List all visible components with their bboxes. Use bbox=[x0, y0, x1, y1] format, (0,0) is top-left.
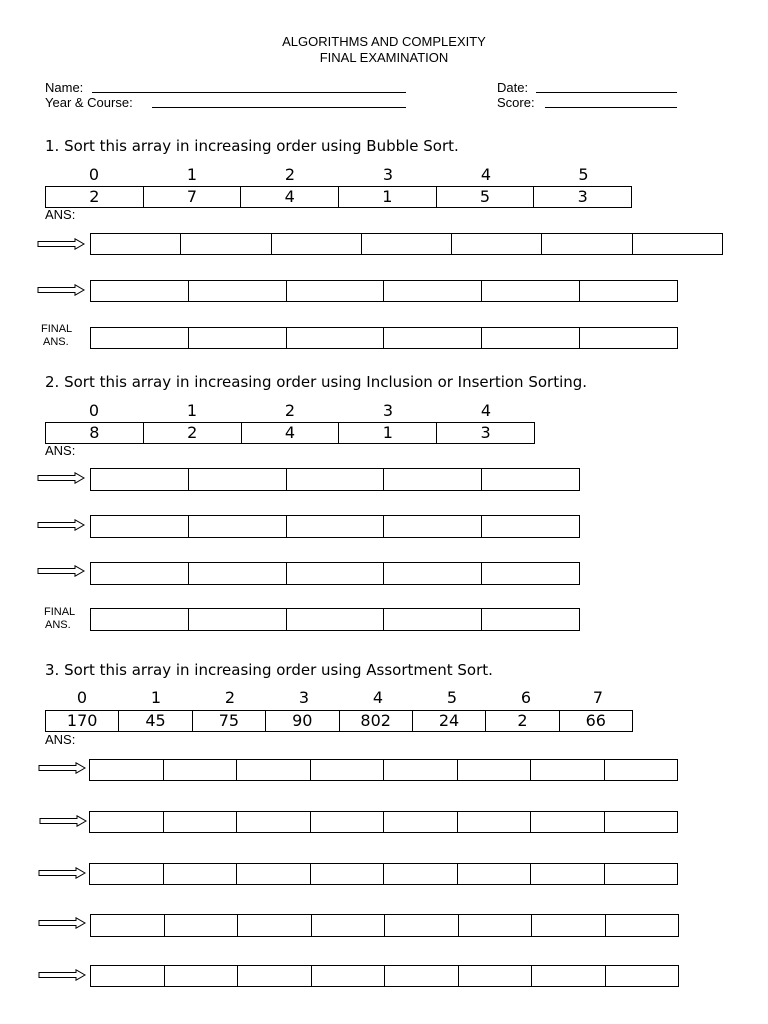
answer-cell[interactable] bbox=[163, 812, 237, 832]
answer-cell[interactable] bbox=[481, 609, 579, 630]
index-label: 1 bbox=[186, 165, 198, 184]
answer-cell[interactable] bbox=[91, 516, 188, 537]
answer-cell[interactable] bbox=[286, 516, 384, 537]
answer-cell[interactable] bbox=[579, 328, 677, 348]
index-label: 3 bbox=[298, 688, 310, 707]
final-label-line: FINAL bbox=[41, 323, 73, 335]
answer-cell[interactable] bbox=[481, 328, 579, 348]
q2-answer-row-2 bbox=[90, 515, 580, 538]
score-label: Score: bbox=[497, 95, 535, 110]
index-label: 1 bbox=[186, 401, 198, 420]
index-label: 2 bbox=[284, 165, 296, 184]
array-cell: 2 bbox=[485, 711, 558, 731]
year-course-label: Year & Course: bbox=[45, 95, 133, 110]
array-cell: 66 bbox=[559, 711, 632, 731]
answer-cell[interactable] bbox=[531, 966, 605, 986]
step-arrow-icon bbox=[37, 238, 85, 250]
answer-cell[interactable] bbox=[236, 760, 310, 780]
q1-given-array bbox=[45, 186, 632, 208]
answer-cell[interactable] bbox=[236, 864, 310, 884]
final-label-line: ANS. bbox=[43, 336, 69, 348]
index-label: 1 bbox=[150, 688, 162, 707]
index-label: 4 bbox=[480, 165, 492, 184]
question-3-prompt: 3. Sort this array in increasing order using Assortment Sort. bbox=[45, 661, 493, 679]
exam-subtitle: FINAL EXAMINATION bbox=[319, 50, 449, 65]
step-arrow-icon bbox=[38, 762, 86, 774]
score-field[interactable] bbox=[545, 107, 677, 108]
answer-cell[interactable] bbox=[383, 469, 481, 490]
answer-cell[interactable] bbox=[310, 864, 384, 884]
answer-cell[interactable] bbox=[481, 516, 579, 537]
array-cell: 8 bbox=[89, 423, 100, 442]
q2-answer-row-3 bbox=[90, 562, 580, 585]
answer-cell[interactable] bbox=[311, 915, 385, 936]
q3-answer-row-2 bbox=[89, 811, 678, 833]
question-2-prompt: 2. Sort this array in increasing order using Inclusion or Insertion Sorting. bbox=[45, 373, 588, 391]
question-1-prompt: 1. Sort this array in increasing order using Bubble Sort. bbox=[45, 137, 459, 155]
index-label: 7 bbox=[592, 688, 604, 707]
step-arrow-icon bbox=[38, 969, 86, 981]
answer-cell[interactable] bbox=[286, 469, 384, 490]
array-cell: 1 bbox=[338, 423, 436, 443]
q3-answer-row-1 bbox=[89, 759, 678, 781]
answer-cell[interactable] bbox=[90, 864, 163, 884]
q1-ans-label: ANS: bbox=[45, 207, 76, 222]
answer-cell[interactable] bbox=[188, 281, 286, 301]
q1-final-answer-row bbox=[90, 327, 678, 349]
array-cell: 75 bbox=[192, 711, 265, 731]
array-cell: 2 bbox=[89, 187, 100, 206]
answer-cell[interactable] bbox=[91, 966, 164, 986]
answer-cell[interactable] bbox=[383, 281, 481, 301]
answer-cell[interactable] bbox=[632, 234, 722, 254]
answer-cell[interactable] bbox=[361, 234, 451, 254]
index-label: 2 bbox=[224, 688, 236, 707]
index-label: 5 bbox=[446, 688, 458, 707]
final-label-line: FINAL bbox=[44, 606, 76, 618]
q3-given-array bbox=[45, 710, 633, 732]
final-label-line: ANS. bbox=[45, 619, 71, 631]
name-label: Name: bbox=[45, 80, 84, 95]
step-arrow-icon bbox=[37, 284, 85, 296]
answer-cell[interactable] bbox=[188, 563, 286, 584]
answer-cell[interactable] bbox=[90, 812, 163, 832]
answer-cell[interactable] bbox=[236, 812, 310, 832]
step-arrow-icon bbox=[38, 917, 86, 929]
array-cell: 3 bbox=[436, 423, 534, 443]
index-label: 3 bbox=[382, 165, 394, 184]
array-cell: 170 bbox=[66, 711, 98, 730]
answer-cell[interactable] bbox=[451, 234, 541, 254]
answer-cell[interactable] bbox=[180, 234, 270, 254]
answer-cell[interactable] bbox=[383, 609, 481, 630]
answer-cell[interactable] bbox=[163, 760, 237, 780]
index-label: 3 bbox=[382, 401, 394, 420]
answer-cell[interactable] bbox=[384, 915, 458, 936]
answer-cell[interactable] bbox=[383, 328, 481, 348]
answer-cell[interactable] bbox=[530, 864, 604, 884]
index-label: 4 bbox=[480, 401, 492, 420]
answer-cell[interactable] bbox=[310, 760, 384, 780]
year-course-field[interactable] bbox=[152, 107, 406, 108]
answer-cell[interactable] bbox=[579, 281, 677, 301]
answer-cell[interactable] bbox=[163, 864, 237, 884]
answer-cell[interactable] bbox=[188, 516, 286, 537]
answer-cell[interactable] bbox=[91, 328, 188, 348]
answer-cell[interactable] bbox=[458, 966, 532, 986]
answer-cell[interactable] bbox=[457, 864, 531, 884]
answer-cell[interactable] bbox=[188, 609, 286, 630]
index-label: 6 bbox=[520, 688, 532, 707]
array-cell: 5 bbox=[436, 187, 534, 207]
answer-cell[interactable] bbox=[90, 760, 163, 780]
answer-cell[interactable] bbox=[384, 966, 458, 986]
q2-given-array bbox=[45, 422, 535, 444]
q1-index-row bbox=[45, 166, 632, 186]
index-label: 2 bbox=[284, 401, 296, 420]
answer-cell[interactable] bbox=[604, 760, 678, 780]
step-arrow-icon bbox=[39, 815, 87, 827]
answer-cell[interactable] bbox=[164, 915, 238, 936]
answer-cell[interactable] bbox=[91, 609, 188, 630]
answer-cell[interactable] bbox=[286, 609, 384, 630]
index-label: 0 bbox=[88, 401, 100, 420]
date-field[interactable] bbox=[536, 92, 677, 93]
answer-cell[interactable] bbox=[481, 563, 579, 584]
q1-final-label bbox=[41, 323, 72, 349]
q2-answer-row-1 bbox=[90, 468, 580, 491]
date-label: Date: bbox=[497, 80, 529, 95]
answer-cell[interactable] bbox=[541, 234, 631, 254]
answer-cell[interactable] bbox=[383, 516, 481, 537]
array-cell: 7 bbox=[143, 187, 241, 207]
array-cell: 4 bbox=[241, 423, 339, 443]
index-label: 0 bbox=[76, 688, 88, 707]
q1-answer-row-1 bbox=[90, 233, 723, 255]
q3-answer-row-4 bbox=[90, 914, 679, 937]
answer-cell[interactable] bbox=[188, 328, 286, 348]
answer-cell[interactable] bbox=[457, 812, 531, 832]
step-arrow-icon bbox=[37, 565, 85, 577]
index-label: 5 bbox=[578, 165, 589, 184]
answer-cell[interactable] bbox=[237, 915, 311, 936]
answer-cell[interactable] bbox=[383, 864, 457, 884]
answer-cell[interactable] bbox=[481, 281, 579, 301]
answer-cell[interactable] bbox=[188, 469, 286, 490]
array-cell: 24 bbox=[412, 711, 485, 731]
answer-cell[interactable] bbox=[383, 812, 457, 832]
answer-cell[interactable] bbox=[530, 760, 604, 780]
q3-index-row bbox=[45, 689, 633, 709]
array-cell: 4 bbox=[240, 187, 338, 207]
array-cell: 3 bbox=[533, 187, 631, 207]
answer-cell[interactable] bbox=[457, 760, 531, 780]
answer-cell[interactable] bbox=[531, 915, 605, 936]
array-cell: 802 bbox=[339, 711, 412, 731]
answer-cell[interactable] bbox=[605, 915, 679, 936]
step-arrow-icon bbox=[38, 867, 86, 879]
answer-cell[interactable] bbox=[91, 915, 164, 936]
array-cell: 1 bbox=[338, 187, 436, 207]
exam-title: ALGORITHMS AND COMPLEXITY bbox=[282, 34, 486, 49]
step-arrow-icon bbox=[37, 519, 85, 531]
answer-cell[interactable] bbox=[458, 915, 532, 936]
q2-ans-label: ANS: bbox=[45, 443, 76, 458]
q3-ans-label: ANS: bbox=[45, 732, 76, 747]
index-label: 0 bbox=[88, 165, 100, 184]
answer-cell[interactable] bbox=[604, 812, 678, 832]
answer-cell[interactable] bbox=[91, 469, 188, 490]
answer-cell[interactable] bbox=[605, 966, 679, 986]
array-cell: 2 bbox=[143, 423, 241, 443]
index-label: 4 bbox=[372, 688, 384, 707]
answer-cell[interactable] bbox=[481, 469, 579, 490]
answer-cell[interactable] bbox=[383, 760, 457, 780]
q2-index-row bbox=[45, 402, 535, 422]
answer-cell[interactable] bbox=[286, 328, 384, 348]
q3-answer-row-5 bbox=[90, 965, 679, 987]
answer-cell[interactable] bbox=[164, 966, 238, 986]
answer-cell[interactable] bbox=[271, 234, 361, 254]
q2-final-label bbox=[44, 606, 75, 632]
q1-answer-row-2 bbox=[90, 280, 678, 302]
q3-answer-row-3 bbox=[89, 863, 678, 885]
answer-cell[interactable] bbox=[91, 281, 188, 301]
array-cell: 45 bbox=[118, 711, 191, 731]
answer-cell[interactable] bbox=[310, 812, 384, 832]
answer-cell[interactable] bbox=[286, 563, 384, 584]
answer-cell[interactable] bbox=[530, 812, 604, 832]
answer-cell[interactable] bbox=[237, 966, 311, 986]
name-field[interactable] bbox=[92, 92, 406, 93]
answer-cell[interactable] bbox=[91, 563, 188, 584]
answer-cell[interactable] bbox=[91, 234, 180, 254]
answer-cell[interactable] bbox=[604, 864, 678, 884]
answer-cell[interactable] bbox=[311, 966, 385, 986]
answer-cell[interactable] bbox=[383, 563, 481, 584]
answer-cell[interactable] bbox=[286, 281, 384, 301]
q2-final-answer-row bbox=[90, 608, 580, 631]
array-cell: 90 bbox=[265, 711, 338, 731]
step-arrow-icon bbox=[37, 472, 85, 484]
